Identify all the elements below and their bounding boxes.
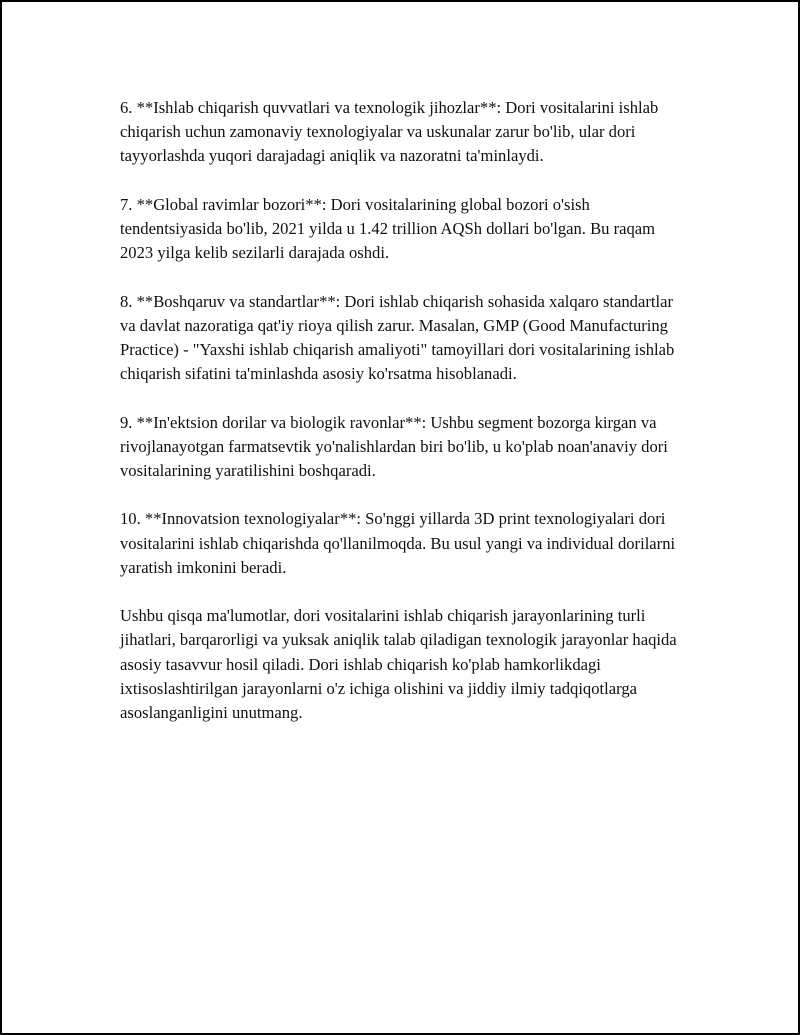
paragraph-item-10: 10. **Innovatsion texnologiyalar**: So'nggi yillarda 3D print texnologiyalari dori vositalarini ishlab chiqarishda qo'llanilmoqda. Bu usul yangi va individual dorilarni yaratish imkonini beradi. [120, 509, 676, 577]
paragraph-item-6: 6. **Ishlab chiqarish quvvatlari va texnologik jihozlar**: Dori vositalarini ishlab chiqarish uchun zamonaviy texnologiyalar va uskunalar zarur bo'lib, ular dori tayyorlashda yuqori darajadagi aniqlik va nazoratni ta'minlaydi. [120, 98, 659, 166]
paragraph-item-9: 9. **In'ektsion dorilar va biologik ravonlar**: Ushbu segment bozorga kirgan va rivojlanayotgan farmatsevtik yo'nalishlardan biri bo'lib, u ko'plab noan'anaviy dori vositalarining yaratilishini boshqaradi. [120, 412, 668, 480]
closing-paragraph: Ushbu qisqa ma'lumotlar, dori vositalarini ishlab chiqarish jarayonlarining turli jihatlari, barqarorligi va yuksak aniqlik talab qiladigan texnologik jarayonlar haqida asosiy tasavvur hosil qiladi. Dori ishlab chiqarish ko'plab hamkorlikdagi ixtisoslashtirilgan jarayonlarni o'z ichiga olishini va jiddiy ilmiy tadqiqotlarga asoslanganligini unutmang. [120, 606, 677, 722]
document-body [120, 96, 690, 749]
paragraph-item-7: 7. **Global ravimlar bozori**: Dori vositalarining global bozori o'sish tendentsiyasida bo'lib, 2021 yilda u 1.42 trillion AQSh dollari bo'lgan. Bu raqam 2023 yilga kelib sezilarli darajada oshdi. [120, 194, 656, 263]
paragraph-item-8: 8. **Boshqaruv va standartlar**: Dori ishlab chiqarish sohasida xalqaro standartlar va davlat nazoratiga qat'iy rioya qilish zarur. Masalan, GMP (Good Manufacturing Practice) - "Yaxshi ishlab chiqarish amaliyoti" tamoyillari dori vositalarining ishlab chiqarish sifatini ta'minlashda asosiy ko'rsatma hisoblanadi. [120, 291, 675, 384]
